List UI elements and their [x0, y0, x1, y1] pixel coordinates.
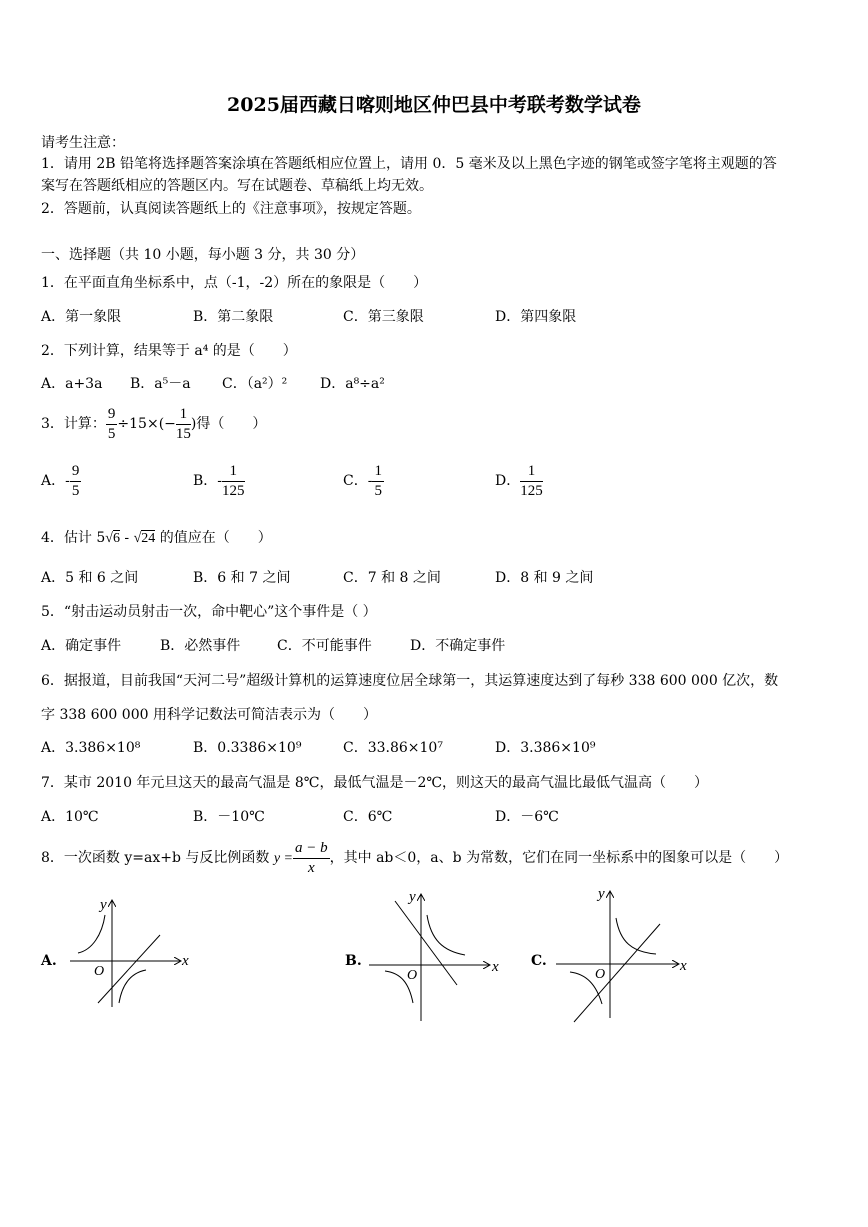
- svg-text:O: O: [94, 964, 105, 979]
- q3-fraction-1: $\frac{9}{5}$: [107, 405, 116, 442]
- q8-graph-a: [62, 895, 196, 1010]
- svg-text:x: x: [182, 953, 189, 969]
- svg-text:y: y: [598, 886, 605, 902]
- q5-option-a: A．确定事件: [41, 638, 122, 654]
- q4-option-a: A．5 和 6 之间: [41, 570, 139, 586]
- q6-option-d: D．3.386×10⁹: [495, 740, 596, 756]
- line-graph: [574, 924, 660, 1022]
- q8-graph-a-label: A.: [41, 953, 57, 969]
- q5-option-d: D．不确定事件: [410, 638, 506, 654]
- q1-option-c: C．第三象限: [343, 309, 424, 325]
- q4-option-c: C．7 和 8 之间: [343, 570, 441, 586]
- q5-option-c: C．不可能事件: [277, 638, 372, 654]
- page-title: 2025届西藏日喀则地区仲巴县中考联考数学试卷: [227, 94, 641, 116]
- q1-option-b: B．第二象限: [193, 309, 274, 325]
- q3-option-d: D． $\frac{1}{125}$: [495, 462, 543, 499]
- svg-text:y: y: [100, 897, 107, 913]
- q1-option-a: A．第一象限: [41, 309, 122, 325]
- line-graph: [395, 901, 457, 985]
- q6-option-a: A．3.386×10⁸: [41, 740, 141, 756]
- q6-option-c: C．33.86×10⁷: [343, 740, 443, 756]
- q3-middle: ÷15×(−: [117, 416, 176, 432]
- hyperbola-branch-1: [78, 915, 105, 953]
- svg-text:x: x: [492, 959, 499, 975]
- q6-line-2: 字 338 600 000 用科学记数法可简洁表示为（ ）: [41, 707, 377, 723]
- q3-option-a: A．- $\frac{9}{5}$: [41, 462, 80, 499]
- q8-graph-b: [365, 885, 505, 1025]
- q3-fraction-2: $\frac{1}{15}$: [175, 405, 191, 442]
- q2-option-c: C．（a²）²: [222, 376, 288, 392]
- svg-text:O: O: [407, 968, 418, 983]
- q4-sqrt-1: √6: [105, 531, 120, 546]
- q3-suffix: )得（ ）: [190, 416, 267, 432]
- q5-stem: 5．“射击运动员射击一次，命中靶心”这个事件是（ ）: [41, 604, 377, 620]
- q6-option-b: B．0.3386×10⁹: [193, 740, 302, 756]
- q7-option-b: B．－10℃: [193, 809, 265, 825]
- q6-line-1: 6．据报道，目前我国“天河二号”超级计算机的运算速度位居全球第一，其运算速度达到了每秒 338 600 000 亿次，数: [41, 673, 779, 689]
- svg-text:O: O: [595, 967, 606, 982]
- q2-option-b: B．a⁵－a: [130, 376, 191, 392]
- q5-option-b: B．必然事件: [160, 638, 241, 654]
- q7-option-c: C．6℃: [343, 809, 393, 825]
- q3-stem: [41, 404, 266, 444]
- q2-option-d: D．a⁸÷a²: [320, 376, 385, 392]
- q4-stem: 4．估计 5√6 - √24 的值应在（ ）: [41, 530, 272, 546]
- q1-option-d: D．第四象限: [495, 309, 577, 325]
- q8-graph-c: [552, 882, 692, 1024]
- q4-sqrt-2: √24: [133, 531, 156, 546]
- q7-option-d: D．－6℃: [495, 809, 559, 825]
- q8-graph-c-label: C.: [531, 953, 547, 969]
- svg-text:x: x: [680, 958, 687, 974]
- notice-line-2: 2．答题前，认真阅读答题纸上的《注意事项》，按规定答题。: [41, 201, 421, 217]
- q7-stem: 7．某市 2010 年元旦这天的最高气温是 8℃，最低气温是－2℃，则这天的最高气温比最低气温高（ ）: [41, 775, 709, 791]
- q8-fraction: $\frac{a - b}{x}$: [295, 839, 328, 876]
- notice-heading: 请考生注意：: [41, 135, 125, 151]
- notice-line-1a: 1．请用 2B 铅笔将选择题答案涂填在答题纸相应位置上，请用 0．5 毫米及以上黑色字迹的钢笔或签字笔将主观题的答: [41, 156, 777, 172]
- q3-prefix: 3．计算：: [41, 416, 106, 432]
- q3-option-b: B．- $\frac{1}{125}$: [193, 462, 245, 499]
- svg-text:y: y: [409, 889, 416, 905]
- q8-stem: 8．一次函数 y=ax+b 与反比例函数 y = $\frac{a - b}{x}$ ，其中 ab＜0，a、b 为常数，它们在同一坐标系中的图象可以是（ ）: [41, 839, 789, 876]
- q7-option-a: A．10℃: [41, 809, 99, 825]
- q8-graph-b-label: B.: [345, 953, 362, 969]
- q2-option-a: A．a+3a: [41, 376, 103, 392]
- q4-option-b: B．6 和 7 之间: [193, 570, 291, 586]
- notice-line-1b: 案写在答题纸相应的答题区内。写在试题卷、草稿纸上均无效。: [41, 178, 433, 194]
- q4-option-d: D．8 和 9 之间: [495, 570, 594, 586]
- section-heading: 一、选择题（共 10 小题，每小题 3 分，共 30 分）: [41, 247, 365, 263]
- line-graph: [98, 935, 160, 1003]
- q2-stem: 2．下列计算，结果等于 a⁴ 的是（ ）: [41, 343, 297, 359]
- q3-option-c: C．- $\frac{1}{5}$: [343, 462, 382, 499]
- hyperbola-branch-1: [427, 915, 465, 955]
- q1-stem: 1．在平面直角坐标系中，点（-1，-2）所在的象限是（ ）: [41, 275, 428, 291]
